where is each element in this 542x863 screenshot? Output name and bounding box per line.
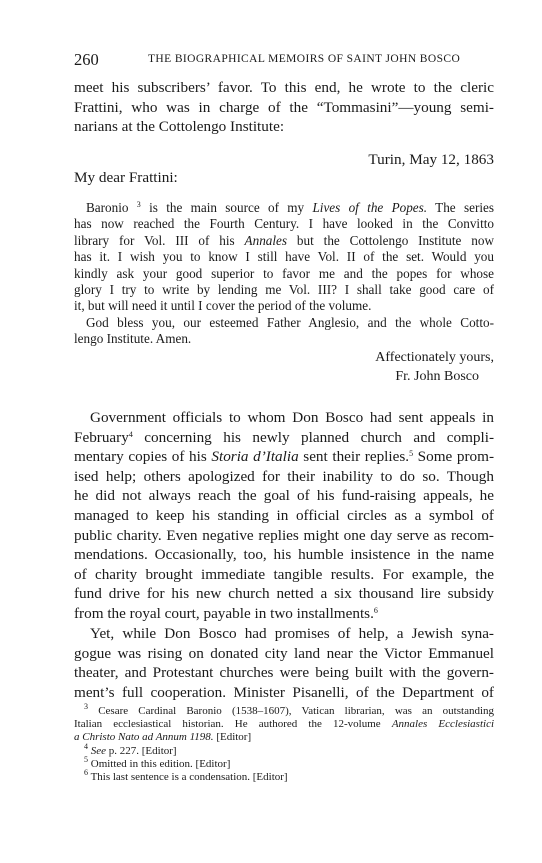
footnote-3: $^3$ Cesare Cardinal Baronio (1538–1607), Vatican librarian, was an outstanding: [84, 702, 495, 717]
text-line: Frattini, who was in charge of the “Tommasini”—young semi-: [74, 98, 494, 116]
text-line: he did not always reach the goal of his fund-raising appeals, he: [74, 487, 494, 505]
footnotes: [74, 702, 495, 784]
footnote-mark: 4: [84, 741, 88, 751]
text-line: ised help; others apologized for their inability to do so. Though: [74, 467, 494, 485]
text-line: fund drive for his new church netted a six thousand lire subsidy: [74, 585, 494, 603]
text-line: meet his subscribers’ favor. To this end, he wrote to the cleric: [74, 79, 494, 96]
text-line: God bless you, our esteemed Father Anglesio, and the whole Cotto-: [86, 315, 494, 330]
book-title: a Christo Nato ad Annum 1198.: [74, 731, 214, 744]
page-number: 260: [74, 50, 99, 69]
running-title: THE BIOGRAPHICAL MEMOIRS OF SAINT JOHN BOSCO: [148, 53, 461, 65]
text-line: a Christo Nato ad Annum 1198. [Editor]: [74, 731, 252, 744]
text-line: theater, and Protestant churches were being built with the govern-: [74, 664, 494, 682]
text-line: kindly ask your good superior to favor me and the popes for whose: [74, 265, 494, 281]
text-line: Baronio $^3$ is the main source of my Lives of the Popes. The series: [86, 200, 494, 215]
text-line: mendations. Occasionally, too, his humble insistence in the name: [74, 546, 494, 564]
text-line: public charity. Even negative replies might one day serve as recom-: [74, 526, 494, 544]
footnote-ref: 4: [128, 429, 133, 439]
footnote-ref: 5: [409, 449, 414, 459]
body-paragraph: [74, 624, 494, 702]
text-line: glory I try to write by lending me Vol. III? I shall take good care of: [74, 282, 494, 298]
text-line: of charity brought immediate tangible results. For example, the: [74, 565, 494, 583]
footnote-6: $^6$ This last sentence is a condensation. [Editor]: [84, 768, 288, 784]
footnote-ref: 6: [373, 605, 378, 615]
letter-salutation: My dear Frattini:: [74, 169, 178, 186]
text-line: has it. I wish you to know I still have Vol. II of the set. Would you: [74, 249, 494, 265]
text-line: from the royal court, payable in two installments.$^6$: [74, 604, 378, 622]
text-line: it, but will need it until I cover the period of the volume.: [74, 298, 372, 314]
letter-place-date: Turin, May 12, 1863: [368, 151, 494, 168]
letter-signature: Fr. John Bosco: [395, 369, 479, 384]
letter-paragraph: [74, 200, 494, 315]
text-line: Yet, while Don Bosco had promises of help, a Jewish syna-: [90, 625, 494, 642]
footnote-mark: 3: [84, 702, 88, 711]
footnote-4: $^4$ See p. 227. [Editor]: [84, 741, 177, 757]
footnote-mark: 5: [84, 754, 88, 764]
book-title: Annales: [244, 232, 288, 248]
book-title: Annales Ecclesiastici: [391, 718, 495, 731]
text-line: mentary copies of his Storia d’Italia sent their replies.$^5$ Some prom-: [74, 448, 495, 466]
book-title: Lives of the Popes.: [312, 200, 428, 215]
text-line: ment’s full cooperation. Minister Pisanelli, of the Department of: [74, 683, 494, 701]
letter-closing: Affectionately yours,: [375, 350, 494, 365]
footnote-mark: 6: [84, 768, 88, 778]
text-line: February$^4$ concerning his newly planned church and compli-: [74, 428, 494, 446]
body-paragraph: [74, 408, 494, 624]
text-line: Government officials to whom Don Bosco had sent appeals in: [90, 409, 494, 426]
text-line: Italian ecclesiastical historian. He authored the 12-volume Annales Ecclesiastici: [74, 718, 495, 731]
letter-paragraph: [74, 315, 494, 348]
footnote-ref: 3: [136, 200, 141, 209]
text-line: gogue was rising on donated city land near the Victor Emmanuel: [74, 644, 494, 662]
text-line: lengo Institute. Amen.: [74, 331, 192, 347]
text-line: has now reached the Fourth Century. I have looked in the Convitto: [74, 216, 494, 232]
text-line: managed to keep his standing in official circles as a symbol of: [74, 506, 494, 524]
book-title: Storia d’Italia: [211, 448, 299, 466]
footnote-5: $^5$ Omitted in this edition. [Editor]: [84, 754, 231, 770]
text-line: library for Vol. III of his Annales but the Cottolengo Institute now: [74, 232, 494, 248]
running-head: [74, 50, 494, 70]
text-line: narians at the Cottolengo Institute:: [74, 118, 285, 136]
intro-paragraph: [74, 78, 494, 137]
